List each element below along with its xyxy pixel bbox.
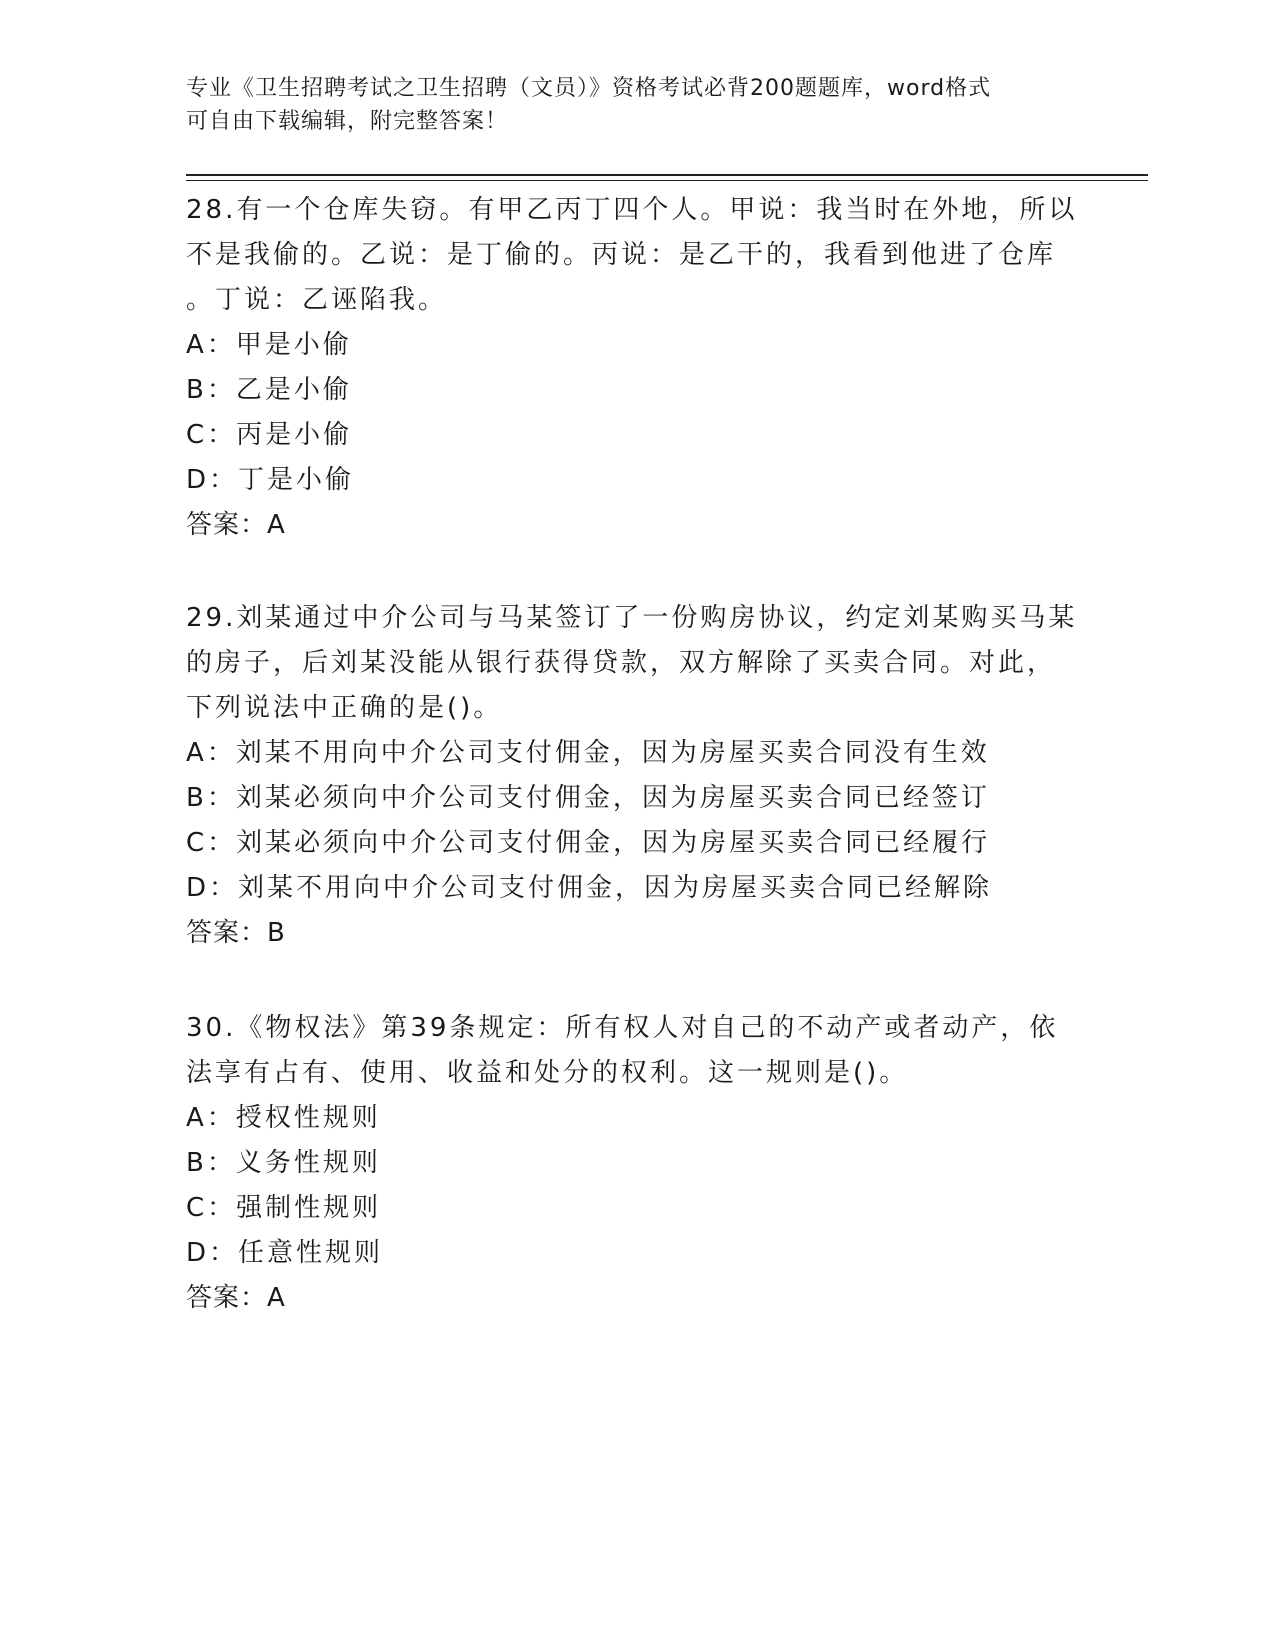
question-stem-line: 30.《物权法》第39条规定：所有权人对自己的不动产或者动产，依 bbox=[186, 1013, 1059, 1043]
question-stem-line: 下列说法中正确的是()。 bbox=[186, 693, 503, 723]
header-line-2: 可自由下载编辑，附完整答案！ bbox=[186, 109, 509, 134]
question-stem-line: 28.有一个仓库失窃。有甲乙丙丁四个人。甲说：我当时在外地，所以 bbox=[186, 195, 1078, 225]
question-30 bbox=[186, 1006, 1086, 1321]
answer-line: 答案：B bbox=[186, 918, 286, 948]
document-header bbox=[186, 72, 1066, 138]
option-d: D：丁是小偷 bbox=[186, 465, 355, 495]
question-28 bbox=[186, 188, 1086, 548]
header-line-1: 专业《卫生招聘考试之卫生招聘（文员）》资格考试必背200题题库，word格式 bbox=[186, 76, 992, 101]
option-a: A：刘某不用向中介公司支付佣金，因为房屋买卖合同没有生效 bbox=[186, 738, 990, 768]
header-divider-thick bbox=[186, 174, 1148, 176]
question-stem-line: 的房子，后刘某没能从银行获得贷款，双方解除了买卖合同。对此， bbox=[186, 648, 1057, 678]
option-c: C：强制性规则 bbox=[186, 1193, 382, 1223]
answer-line: 答案：A bbox=[186, 1283, 286, 1313]
option-c: C：丙是小偷 bbox=[186, 420, 353, 450]
question-29 bbox=[186, 596, 1086, 956]
option-d: D：任意性规则 bbox=[186, 1238, 384, 1268]
option-b: B：义务性规则 bbox=[186, 1148, 381, 1178]
option-c: C：刘某必须向中介公司支付佣金，因为房屋买卖合同已经履行 bbox=[186, 828, 991, 858]
question-stem-line: 29.刘某通过中介公司与马某签订了一份购房协议，约定刘某购买马某 bbox=[186, 603, 1078, 633]
option-b: B：乙是小偷 bbox=[186, 375, 352, 405]
question-stem-line: 。丁说：乙诬陷我。 bbox=[186, 285, 448, 315]
option-a: A：授权性规则 bbox=[186, 1103, 381, 1133]
option-d: D：刘某不用向中介公司支付佣金，因为房屋买卖合同已经解除 bbox=[186, 873, 993, 903]
answer-line: 答案：A bbox=[186, 510, 286, 540]
header-divider-thin bbox=[186, 180, 1148, 181]
question-stem-line: 法享有占有、使用、收益和处分的权利。这一规则是()。 bbox=[186, 1058, 909, 1088]
option-a: A：甲是小偷 bbox=[186, 330, 352, 360]
question-stem-line: 不是我偷的。乙说：是丁偷的。丙说：是乙干的，我看到他进了仓库 bbox=[186, 240, 1057, 270]
option-b: B：刘某必须向中介公司支付佣金，因为房屋买卖合同已经签订 bbox=[186, 783, 990, 813]
